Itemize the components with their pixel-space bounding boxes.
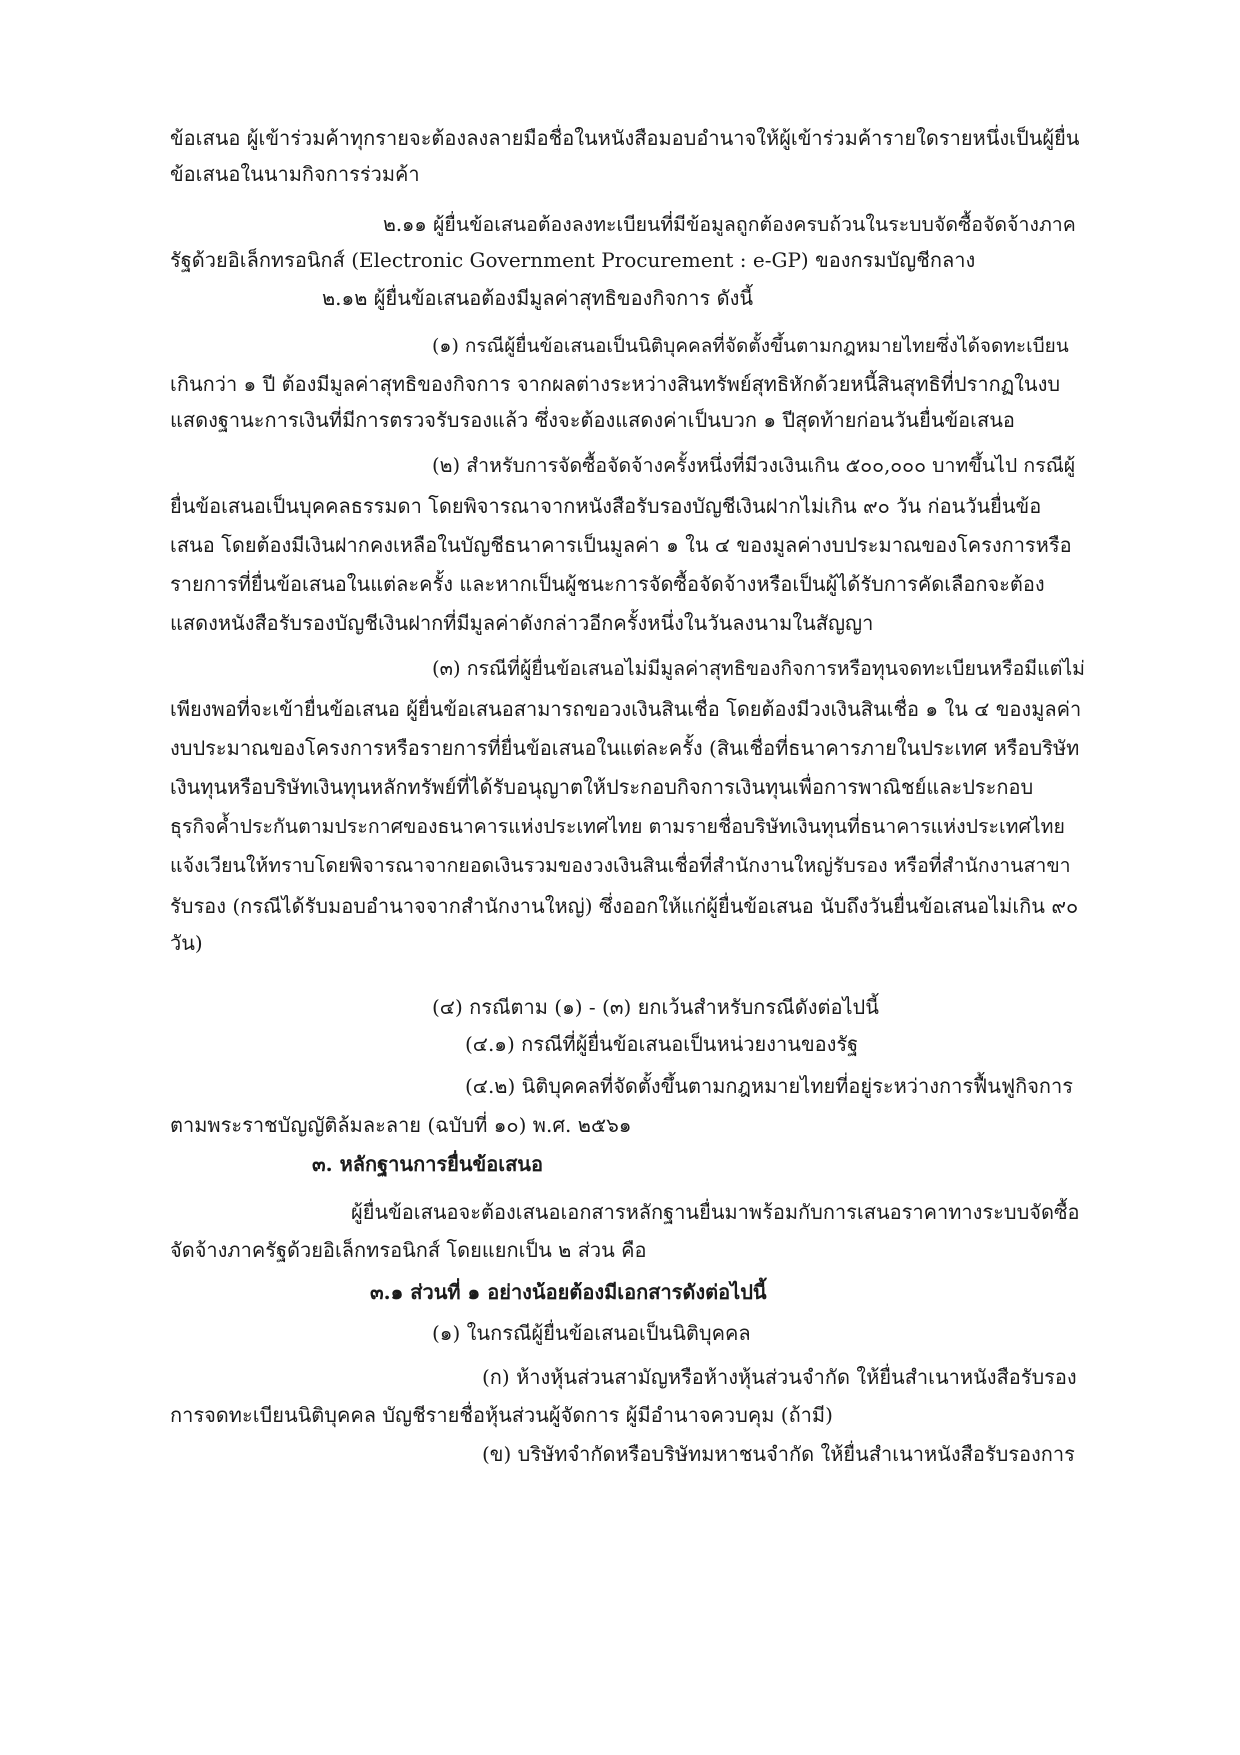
text-line: เงินทุนหรือบริษัทเงินทุนหลักทรัพย์ที่ได้รับอนุญาตให้ประกอบกิจการเงินทุนเพื่อการพาณิชย์และประกอบ <box>170 775 1034 799</box>
text-line: (๔) กรณีตาม (๑) - (๓) ยกเว้นสำหรับกรณีดังต่อไปนี้ <box>432 995 879 1019</box>
section-heading: ๓. หลักฐานการยื่นข้อเสนอ <box>312 1152 543 1176</box>
text-line: แสดงฐานะการเงินที่มีการตรวจรับรองแล้ว ซึ่งจะต้องแสดงค่าเป็นบวก ๑ ปีสุดท้ายก่อนวันยื่นข้อเสนอ <box>170 408 1015 432</box>
text-line: (๔.๑) กรณีที่ผู้ยื่นข้อเสนอเป็นหน่วยงานของรัฐ <box>465 1032 859 1056</box>
text-line: แสดงหนังสือรับรองบัญชีเงินฝากที่มีมูลค่าดังกล่าวอีกครั้งหนึ่งในวันลงนามในสัญญา <box>170 611 874 635</box>
text-line: ยื่นข้อเสนอเป็นบุคคลธรรมดา โดยพิจารณาจากหนังสือรับรองบัญชีเงินฝากไม่เกิน ๙๐ วัน ก่อนวันยื่นข้อ <box>170 494 1042 518</box>
text-line: จัดจ้างภาครัฐด้วยอิเล็กทรอนิกส์ โดยแยกเป็น ๒ ส่วน คือ <box>170 1238 647 1262</box>
subsection-heading: ๓.๑ ส่วนที่ ๑ อย่างน้อยต้องมีเอกสารดังต่อไปนี้ <box>370 1280 767 1304</box>
text-line: (๑) กรณีผู้ยื่นข้อเสนอเป็นนิติบุคคลที่จัดตั้งขึ้นตามกฎหมายไทยซึ่งได้จดทะเบียน <box>432 335 1069 357</box>
text-line: (๔.๒) นิติบุคคลที่จัดตั้งขึ้นตามกฎหมายไทยที่อยู่ระหว่างการฟื้นฟูกิจการ <box>465 1074 1074 1098</box>
text-line: (ข) บริษัทจำกัดหรือบริษัทมหาชนจำกัด ให้ยื่นสำเนาหนังสือรับรองการ <box>482 1442 1075 1466</box>
text-line: ข้อเสนอในนามกิจการร่วมค้า <box>170 162 420 186</box>
text-line: เกินกว่า ๑ ปี ต้องมีมูลค่าสุทธิของกิจการ จากผลต่างระหว่างสินทรัพย์สุทธิหักด้วยหนี้สินสุทธิที่ปรากฏในงบ <box>170 372 1061 396</box>
text-line: ๒.๑๒ ผู้ยื่นข้อเสนอต้องมีมูลค่าสุทธิของกิจการ ดังนี้ <box>322 286 754 310</box>
text-line: ข้อเสนอ ผู้เข้าร่วมค้าทุกรายจะต้องลงลายมือชื่อในหนังสือมอบอำนาจให้ผู้เข้าร่วมค้ารายใดรายหนึ่งเป็นผู้ยื่น <box>170 126 1080 150</box>
text-line: แจ้งเวียนให้ทราบโดยพิจารณาจากยอดเงินรวมของวงเงินสินเชื่อที่สำนักงานใหญ่รับรอง หรือที่สำนักงานสาขา <box>170 854 1071 877</box>
text-line: เพียงพอที่จะเข้ายื่นข้อเสนอ ผู้ยื่นข้อเสนอสามารถขอวงเงินสินเชื่อ โดยต้องมีวงเงินสินเชื่อ ๑ ใน ๔ ของมูลค่า <box>170 697 1082 721</box>
text-line: วัน) <box>170 931 203 955</box>
text-line: (ก) ห้างหุ้นส่วนสามัญหรือห้างหุ้นส่วนจำกัด ให้ยื่นสำเนาหนังสือรับรอง <box>482 1365 1077 1389</box>
text-line: รัฐด้วยอิเล็กทรอนิกส์ (Electronic Government Procurement : e-GP) ของกรมบัญชีกลาง <box>170 248 976 272</box>
text-line: การจดทะเบียนนิติบุคคล บัญชีรายชื่อหุ้นส่วนผู้จัดการ ผู้มีอำนาจควบคุม (ถ้ามี) <box>170 1403 833 1427</box>
text-line: เสนอ โดยต้องมีเงินฝากคงเหลือในบัญชีธนาคารเป็นมูลค่า ๑ ใน ๔ ของมูลค่างบประมาณของโครงการหรือ <box>170 533 1072 557</box>
text-line: รายการที่ยื่นข้อเสนอในแต่ละครั้ง และหากเป็นผู้ชนะการจัดซื้อจัดจ้างหรือเป็นผู้ได้รับการคัดเลือกจะต้อง <box>170 572 1045 596</box>
text-line: ธุรกิจค้ำประกันตามประกาศของธนาคารแห่งประเทศไทย ตามรายชื่อบริษัทเงินทุนที่ธนาคารแห่งประเทศไทย <box>170 815 1065 838</box>
text-line: งบประมาณของโครงการหรือรายการที่ยื่นข้อเสนอในแต่ละครั้ง (สินเชื่อที่ธนาคารภายในประเทศ หรือบริษัท <box>170 736 1080 760</box>
text-line: (๑) ในกรณีผู้ยื่นข้อเสนอเป็นนิติบุคคล <box>432 1321 751 1345</box>
text-line: (๓) กรณีที่ผู้ยื่นข้อเสนอไม่มีมูลค่าสุทธิของกิจการหรือทุนจดทะเบียนหรือมีแต่ไม่ <box>432 657 1086 680</box>
text-line: ผู้ยื่นข้อเสนอจะต้องเสนอเอกสารหลักฐานยื่นมาพร้อมกับการเสนอราคาทางระบบจัดซื้อ <box>351 1200 1080 1224</box>
text-line: (๒) สำหรับการจัดซื้อจัดจ้างครั้งหนึ่งที่มีวงเงินเกิน ๕๐๐,๐๐๐ บาทขึ้นไป กรณีผู้ <box>432 454 1076 477</box>
text-line: ๒.๑๑ ผู้ยื่นข้อเสนอต้องลงทะเบียนที่มีข้อมูลถูกต้องครบถ้วนในระบบจัดซื้อจัดจ้างภาค <box>383 213 1076 236</box>
text-line: ตามพระราชบัญญัติล้มละลาย (ฉบับที่ ๑๐) พ.ศ. ๒๕๖๑ <box>170 1113 632 1137</box>
text-line: รับรอง (กรณีได้รับมอบอำนาจจากสำนักงานใหญ่) ซึ่งออกให้แก่ผู้ยื่นข้อเสนอ นับถึงวันยื่นข้อเสนอไม่เกิน ๙๐ <box>170 894 1079 918</box>
